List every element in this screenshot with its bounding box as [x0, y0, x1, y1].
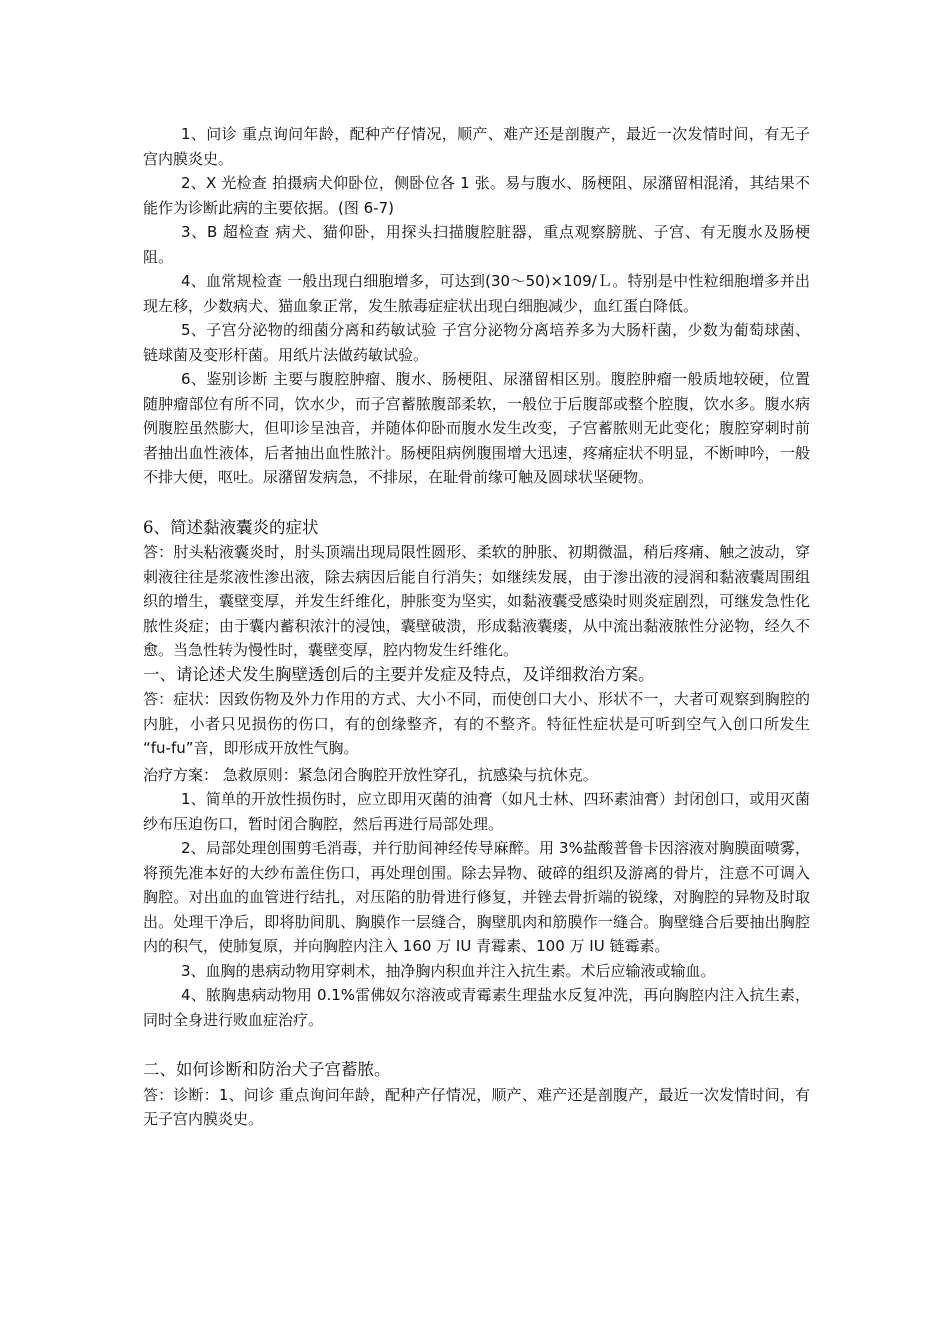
treatment-step-2: 2、局部处理创围剪毛消毒，并行肋间神经传导麻醉。用 3%盐酸普鲁卡因溶液对胸膜面喷雾，将预先准本好的大纱布盖住伤口，再处理创围。除去异物、破碎的组织及游离的骨片，注意不可调入胸腔。对出血的血管进行结扎，对压陷的肋骨进行修复，并锉去骨折端的锐缘，对胸腔的异物及时取出。处理干净后，即将肋间肌、胸膜作一层缝合，胸壁肌肉和筋膜作一缝合。胸壁缝合后要抽出胸腔内的积气，使肺复原，并向胸腔内注入 160 万 IU 青霉素、100 万 IU 链霉素。 [143, 839, 810, 955]
diagnosis-step-4: 4、血常规检查 一般出现白细胞增多，可达到(30～50)×109/Ｌ。特别是中性粒细胞增多并出现左移，少数病犬、猫血象正常，发生脓毒症症状出现白细胞减少，血红蛋白降低。 [143, 272, 810, 315]
diagnosis-step-5: 5、子宫分泌物的细菌分离和药敏试验 子宫分泌物分离培养多为大肠杆菌，少数为葡萄球菌、链球菌及变形杆菌。用纸片法做药敏试验。 [143, 321, 810, 364]
diagnosis-step-2: 2、X 光检查 拍摄病犬仰卧位，侧卧位各 1 张。易与腹水、肠梗阻、尿潴留相混淆，其结果不能作为诊断此病的主要依据。(图 6-7) [143, 174, 810, 217]
bursitis-question-heading: 6、简述黏液囊炎的症状 [143, 517, 319, 537]
bursitis-answer: 答：肘头粘液囊炎时，肘头顶端出现局限性圆形、柔软的肿胀、初期微温，稍后疼痛、触之波动，穿刺液往往是浆液性渗出液，除去病因后能自行消失；如继续发展，由于渗出液的浸润和黏液囊周围组织的增生，囊壁变厚，并发生纤维化，肿胀变为坚实，如黏液囊受感染时则炎症剧烈，可继发急性化脓性炎症；由于囊内蓄积浓汁的浸蚀，囊壁破溃，形成黏液囊瘘，从中流出黏液脓性分泌物，经久不愈。当急性转为慢性时，囊壁变厚，腔内物发生纤维化。 [143, 543, 810, 659]
pyometra-answer: 答：诊断：1、问诊 重点询问年龄，配种产仔情况，顺产、难产还是剖腹产，最近一次发情时间，有无子宫内膜炎史。 [143, 1085, 810, 1128]
document-page [143, 122, 810, 1132]
diagnosis-step-1: 1、问诊 重点询问年龄，配种产仔情况，顺产、难产还是剖腹产，最近一次发情时间，有无子宫内膜炎史。 [143, 125, 810, 168]
treatment-step-1: 1、简单的开放性损伤时，应立即用灭菌的油膏（如凡士林、四环素油膏）封闭创口，或用灭菌纱布压迫伤口，暂时闭合胸腔，然后再进行局部处理。 [143, 790, 810, 833]
chest-wound-treatment-intro: 治疗方案： 急救原则：紧急闭合胸腔开放性穿孔，抗感染与抗休克。 [143, 765, 598, 784]
treatment-step-3: 3、血胸的患病动物用穿刺术，抽净胸内积血并注入抗生素。术后应输液或输血。 [181, 961, 716, 980]
chest-wound-question-heading: 一、请论述犬发生胸壁透创后的主要并发症及特点，及详细救治方案。 [143, 664, 655, 684]
diagnosis-step-6: 6、鉴别诊断 主要与腹腔肿瘤、腹水、肠梗阻、尿潴留相区别。腹腔肿瘤一般质地较硬，位置随肿瘤部位有所不同，饮水少，而子宫蓄脓腹部柔软，一般位于后腹部或整个腔腹，饮水多。腹水病例腹腔虽然膨大，但叩诊呈浊音，并随体仰卧而腹水发生改变，子宫蓄脓则无此变化；腹腔穿刺时前者抽出血性液体，后者抽出血性脓汁。肠梗阻病例腹围增大迅速，疼痛症状不明显，不断呻吟，一般不排大便，呕吐。尿潴留发病急，不排尿，在耻骨前缘可触及圆球状坚硬物。 [143, 370, 810, 486]
treatment-step-4: 4、脓胸患病动物用 0.1%雷佛奴尔溶液或青霉素生理盐水反复冲洗，再向胸腔内注入抗生素，同时全身进行败血症治疗。 [143, 986, 810, 1029]
pyometra-question-heading: 二、如何诊断和防治犬子宫蓄脓。 [143, 1060, 391, 1079]
chest-wound-symptoms: 答：症状：因致伤物及外力作用的方式、大小不同，而使创口大小、形状不一，大者可观察到胸腔的内脏，小者只见损伤的伤口，有的创缘整齐，有的不整齐。特征性症状是可听到空气入创口所发生 “fu-fu”音，即形成开放性气胸。 [143, 690, 810, 757]
diagnosis-step-3: 3、B 超检查 病犬、猫仰卧，用探头扫描腹腔脏器，重点观察膀胱、子宫、有无腹水及肠梗阻。 [143, 223, 810, 266]
